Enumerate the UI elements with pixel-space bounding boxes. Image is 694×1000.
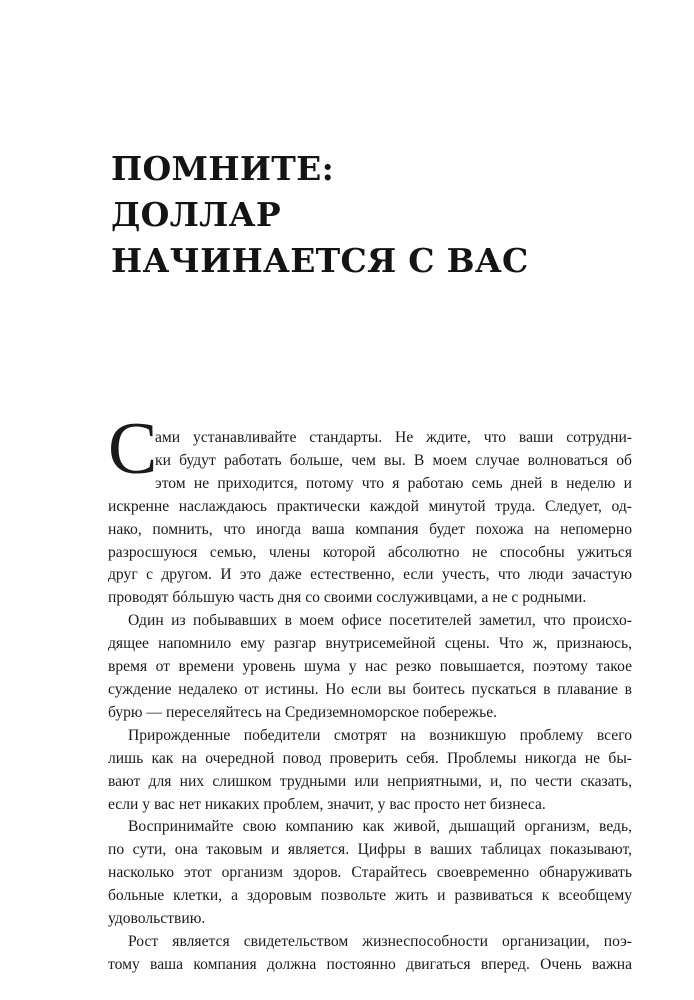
chapter-title (111, 146, 529, 284)
text-line: больные клетки, а здоровым позвольте жить и развиваться к всеобщему (108, 887, 632, 905)
paragraph (108, 610, 632, 725)
chapter-title-line: ДОЛЛАР (111, 195, 281, 234)
text-line: нако, помнить, что иногда ваша компания будет похожа на непомерно (108, 520, 632, 538)
chapter-title-line: ПОМНИТЕ: (111, 149, 335, 188)
text-line: суждение недалеко от истины. Но если вы боитесь пускаться в плавание в (108, 680, 632, 698)
text-line: тому ваша компания должна постоянно двигаться вперед. Очень важна (108, 955, 632, 973)
text-line: лишь как на очередной повод проверить себя. Проблемы никогда не бы- (108, 749, 632, 767)
text-line: проводят бóльшую часть дня со своими сослуживцами, а не с родными. (108, 589, 587, 607)
text-line: по сути, она таковым и является. Цифры в ваших таблицах показывают, (108, 841, 632, 859)
text-line: бурю — переселяйтесь на Средиземноморское побережье. (108, 703, 498, 721)
text-line: вают для них слишком трудными или неприятными, и, по чести сказать, (108, 772, 632, 790)
paragraph (108, 931, 632, 977)
text-line: Воспринимайте свою компанию как живой, дышащий организм, ведь, (128, 818, 632, 836)
paragraph (108, 816, 632, 931)
body-text (108, 427, 632, 977)
text-line: Прирожденные победители смотрят на возникшую проблему всего (128, 726, 632, 744)
paragraph (108, 725, 632, 817)
text-line: друг с другом. И это даже естественно, если учесть, что люди зачастую (108, 566, 632, 584)
text-line: насколько этот организм здоров. Старайтесь своевременно обнаруживать (108, 864, 632, 882)
text-line: удовольствию. (108, 910, 206, 928)
text-line: дящее напомнило ему разгар внутрисемейной сцены. Что ж, признаюсь, (108, 635, 632, 653)
text-line: Рост является свидетельством жизнеспособности организации, поэ- (128, 932, 632, 950)
text-line: ки будут работать больше, чем вы. В моем случае волноваться об (155, 451, 632, 469)
text-line: ами устанавливайте стандарты. Не ждите, что ваши сотрудни- (155, 429, 632, 446)
text-line: разросшуюся семью, члены которой абсолютно не способны ужиться (108, 543, 632, 561)
text-line: искренне наслаждаюсь практически каждой минутой труда. Следует, од- (108, 497, 632, 515)
text-line: этом не приходится, потому что я работаю семь дней в неделю и (155, 474, 632, 492)
text-line: время от времени уровень шума у нас резко повышается, поэтому такое (108, 658, 632, 676)
drop-cap: С (108, 408, 158, 490)
text-line: Один из побывавших в моем офисе посетителей заметил, что происхо- (128, 612, 632, 630)
paragraph (108, 427, 632, 610)
text-line: если у вас нет никаких проблем, значит, у вас просто нет бизнеса. (108, 795, 546, 813)
chapter-title-line: НАЧИНАЕТСЯ С ВАС (111, 241, 529, 280)
